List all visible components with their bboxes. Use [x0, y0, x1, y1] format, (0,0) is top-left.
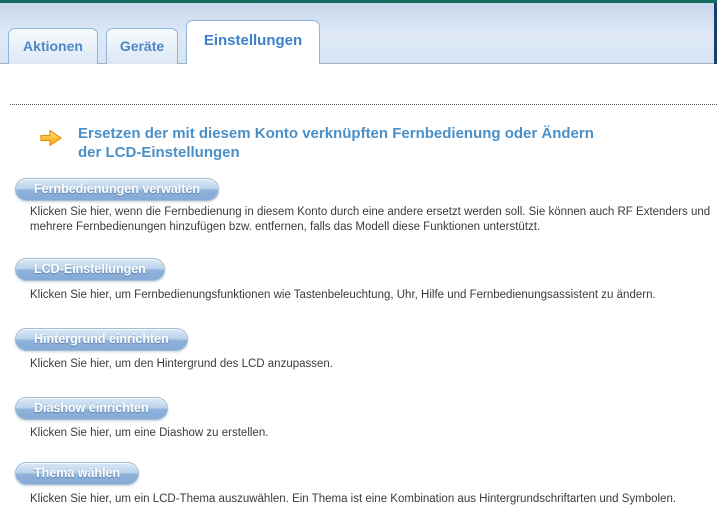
choose-theme-description: Klicken Sie hier, um ein LCD-Thema auszuwählen. Ein Thema ist eine Kombination aus Hintergrundschriftarten und Symbolen.	[30, 493, 677, 505]
tab-aktionen[interactable]: Aktionen	[8, 28, 98, 64]
setup-slideshow-button[interactable]: Diashow einrichten	[15, 397, 168, 420]
page-title: Ersetzen der mit diesem Konto verknüpften Fernbedienung oder Ändern der LCD-Einstellungen	[78, 125, 594, 161]
arrow-right-icon	[38, 125, 64, 153]
heading-row	[38, 124, 678, 162]
setup-slideshow-description: Klicken Sie hier, um eine Diashow zu erstellen.	[30, 427, 269, 439]
tab-geraete[interactable]: Geräte	[106, 28, 178, 64]
setup-background-button[interactable]: Hintergrund einrichten	[15, 328, 188, 351]
setup-background-description: Klicken Sie hier, um den Hintergrund des LCD anzupassen.	[30, 358, 334, 370]
tab-strip	[0, 3, 717, 64]
lcd-settings-button[interactable]: LCD-Einstellungen	[15, 258, 165, 281]
choose-theme-button[interactable]: Thema wählen	[15, 462, 139, 485]
dotted-divider	[10, 104, 717, 105]
manage-remotes-description: Klicken Sie hier, wenn die Fernbedienung in diesem Konto durch eine andere ersetzt werden soll. Sie können auch RF Extenders und mehrere Fernbedienungen hinzufügen bzw. entfernen, falls das Modell diese Funktionen unterstützt.	[30, 206, 711, 233]
manage-remotes-button[interactable]: Fernbedienungen verwalten	[15, 178, 219, 201]
lcd-settings-description: Klicken Sie hier, um Fernbedienungsfunktionen wie Tastenbeleuchtung, Uhr, Hilfe und Fernbedienungsassistent zu ändern.	[30, 289, 656, 301]
tab-einstellungen[interactable]: Einstellungen	[186, 20, 320, 64]
